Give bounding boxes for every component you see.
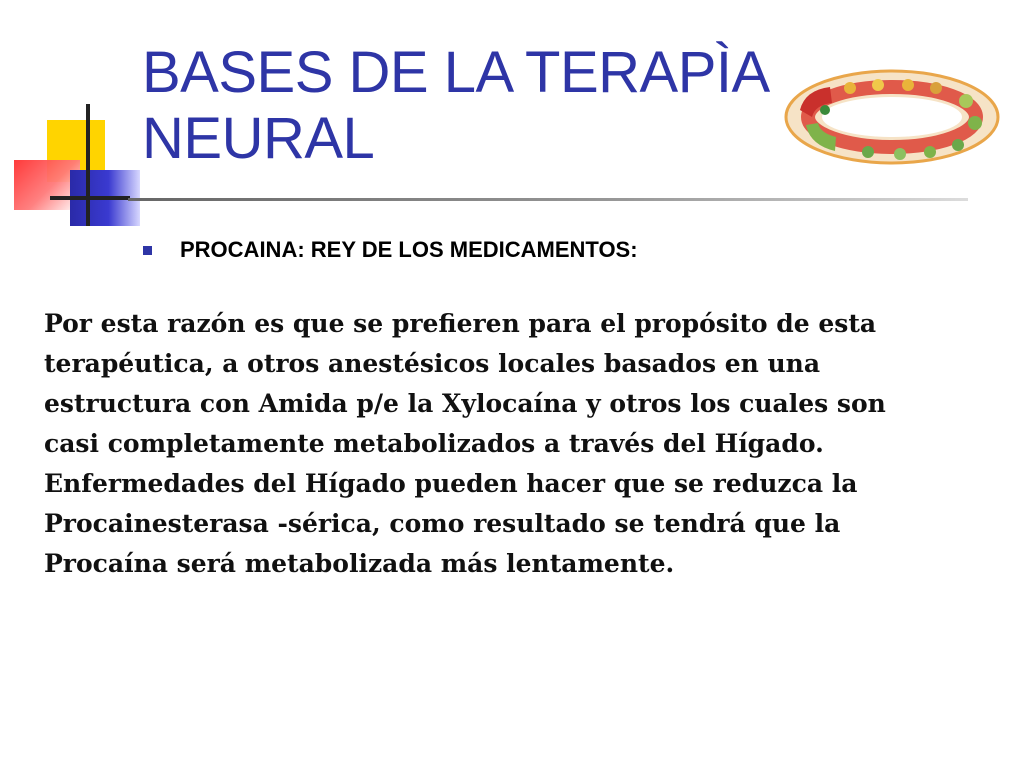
slide-title (142, 40, 782, 172)
title-line-1: BASES DE LA TERAPÌA (142, 40, 770, 105)
title-underline (128, 198, 968, 201)
bullet-text: PROCAINA: REY DE LOS MEDICAMENTOS: (180, 237, 638, 262)
paragraph-line: Procainesterasa -sérica, como resultado se tendrá que la (44, 509, 841, 538)
paragraph-line: Enfermedades del Hígado pueden hacer que se reduzca la (44, 469, 858, 498)
decor-horizontal-line (50, 196, 130, 200)
paragraph-line: estructura con Amida p/e la Xylocaína y otros los cuales son (44, 389, 886, 418)
paragraph-line: casi completamente metabolizados a través del Hígado. (44, 429, 824, 458)
paragraph-line: Por esta razón es que se prefieren para el propósito de esta (44, 309, 877, 338)
paragraph-line: terapéutica, a otros anestésicos locales basados en una (44, 349, 821, 378)
title-line-2: NEURAL (142, 106, 375, 171)
paragraph-line: Procaína será metabolizada más lentamente. (44, 549, 675, 578)
decor-vertical-line (86, 104, 90, 226)
bullet-item (143, 237, 638, 263)
body-paragraph (44, 304, 1004, 584)
cycle-diagram-image (780, 65, 1005, 170)
bullet-square-icon (143, 246, 152, 255)
